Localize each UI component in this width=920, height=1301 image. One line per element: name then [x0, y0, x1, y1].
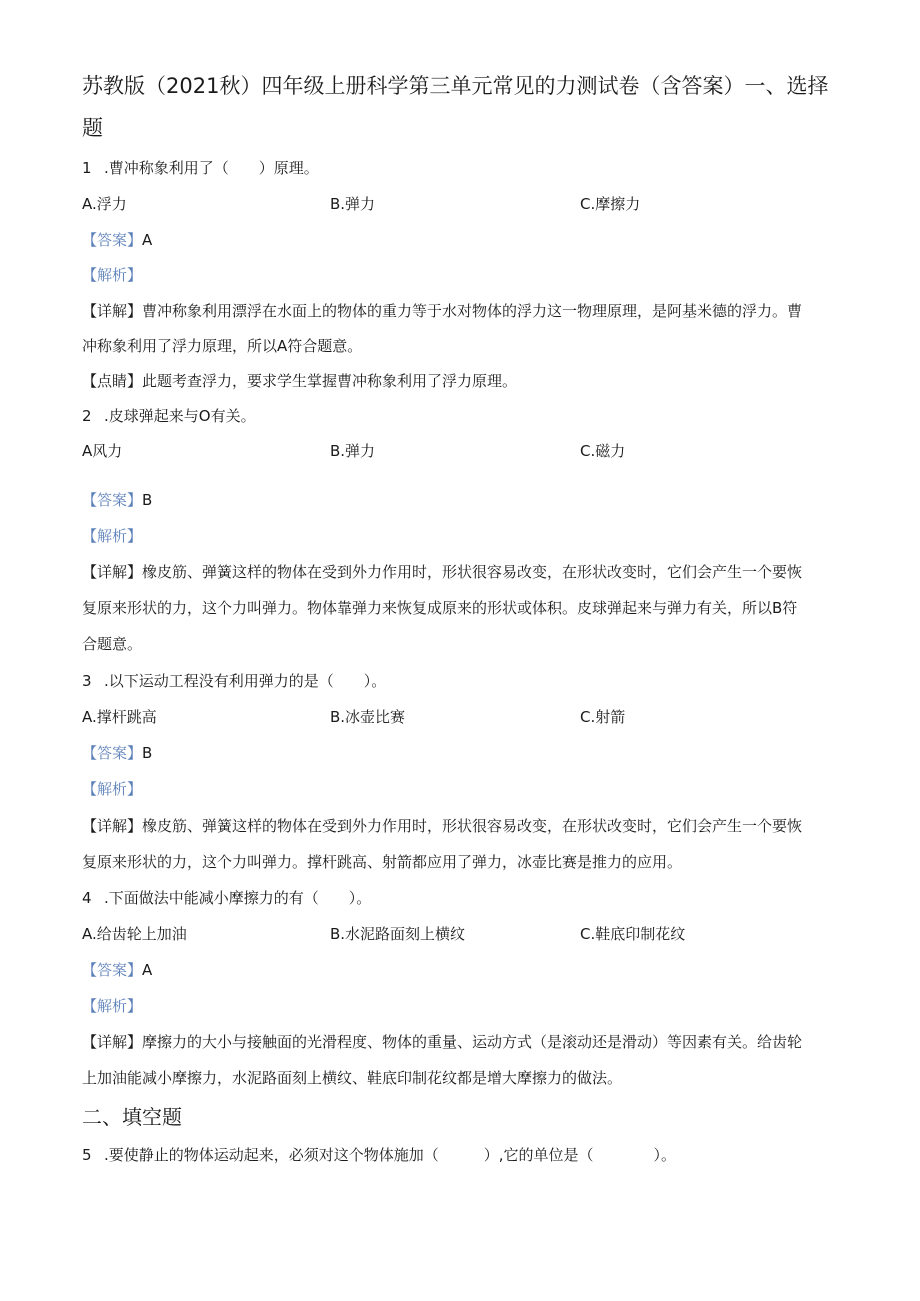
- question-1-answer: [82, 230, 152, 250]
- question-3-option-c: C.射箭: [580, 708, 626, 726]
- detail-label: 【详解】: [82, 1033, 143, 1051]
- question-4: [82, 888, 371, 908]
- question-1: [82, 158, 319, 178]
- question-number: 5: [82, 1146, 92, 1164]
- detail-label: 【详解】: [82, 563, 143, 581]
- question-2-detail-line-2: 复原来形状的力，这个力叫弹力。物体靠弹力来恢复成原来的形状或体积。皮球弹起来与弹力有关，所以B符: [82, 599, 798, 617]
- question-2-answer: [82, 490, 152, 510]
- question-3-option-b: B.冰壶比赛: [330, 708, 406, 726]
- question-stem: .以下运动工程没有利用弹力的是（ ）。: [104, 672, 387, 690]
- question-4-detail-line-2: 上加油能减小摩擦力，水泥路面刻上横纹、鞋底印制花纹都是增大摩擦力的做法。: [82, 1069, 623, 1087]
- question-4-option-c: C.鞋底印制花纹: [580, 925, 686, 943]
- question-2-detail: [82, 562, 802, 582]
- answer-value: B: [142, 744, 153, 762]
- question-stem: .曹冲称象利用了（ ）原理。: [104, 159, 319, 177]
- question-3-detail: [82, 816, 802, 836]
- detail-text: 曹冲称象利用漂浮在水面上的物体的重力等于水对物体的浮力这一物理原理，是阿基米德的浮力。曹: [142, 302, 803, 320]
- detail-text: 摩擦力的大小与接触面的光滑程度、物体的重量、运动方式（是滚动还是滑动）等因素有关。给齿轮: [142, 1033, 803, 1051]
- answer-label: 【答案】: [82, 961, 143, 979]
- question-2-detail-line-3: 合题意。: [82, 635, 143, 653]
- comment-text: 此题考查浮力，要求学生掌握曹冲称象利用了浮力原理。: [142, 372, 518, 390]
- question-number: 1: [82, 159, 92, 177]
- question-number: 3: [82, 672, 92, 690]
- question-2-analysis-label: 【解析】: [82, 527, 143, 545]
- detail-text: 橡皮筋、弹簧这样的物体在受到外力作用时，形状很容易改变，在形状改变时，它们会产生一个要恢: [142, 563, 803, 581]
- question-1-option-b: B.弹力: [330, 195, 376, 213]
- question-5: [82, 1145, 676, 1165]
- answer-value: A: [142, 961, 153, 979]
- document-title-continued: 题: [82, 116, 103, 140]
- question-1-detail-line-2: 冲称象利用了浮力原理，所以A符合题意。: [82, 337, 363, 355]
- answer-value: B: [142, 491, 153, 509]
- question-3-analysis-label: 【解析】: [82, 780, 143, 798]
- question-4-analysis-label: 【解析】: [82, 997, 143, 1015]
- question-stem: .皮球弹起来与O有关。: [104, 407, 256, 425]
- question-4-answer: [82, 960, 152, 980]
- question-1-analysis-label: 【解析】: [82, 266, 143, 284]
- comment-label: 【点睛】: [82, 372, 143, 390]
- question-1-option-c: C.摩擦力: [580, 195, 641, 213]
- question-stem: .下面做法中能减小摩擦力的有（ ）。: [104, 889, 372, 907]
- answer-label: 【答案】: [82, 231, 143, 249]
- question-number: 4: [82, 889, 92, 907]
- question-stem: .要使静止的物体运动起来，必须对这个物体施加（ ）,它的单位是（ ）。: [104, 1146, 677, 1164]
- question-4-detail: [82, 1032, 802, 1052]
- question-2-option-c: C.磁力: [580, 442, 626, 460]
- question-3-detail-line-2: 复原来形状的力，这个力叫弹力。撑杆跳高、射箭都应用了弹力，冰壶比赛是推力的应用。: [82, 853, 683, 871]
- question-4-option-a: A.给齿轮上加油: [82, 925, 187, 943]
- question-3-answer: [82, 743, 152, 763]
- answer-label: 【答案】: [82, 491, 143, 509]
- question-1-detail: [82, 301, 802, 321]
- question-2-option-a: A风力: [82, 442, 123, 460]
- question-2-option-b: B.弹力: [330, 442, 376, 460]
- section-heading: 二、填空题: [82, 1105, 182, 1129]
- question-4-option-b: B.水泥路面刻上横纹: [330, 925, 466, 943]
- question-3: [82, 671, 386, 691]
- question-2: [82, 406, 256, 426]
- question-number: 2: [82, 407, 92, 425]
- question-3-option-a: A.撑杆跳高: [82, 708, 157, 726]
- document-title: 苏教版（2021秋）四年级上册科学第三单元常见的力测试卷（含答案）一、选择: [82, 74, 829, 98]
- detail-text: 橡皮筋、弹簧这样的物体在受到外力作用时，形状很容易改变，在形状改变时，它们会产生一个要恢: [142, 817, 803, 835]
- answer-value: A: [142, 231, 153, 249]
- detail-label: 【详解】: [82, 817, 143, 835]
- question-1-comment: [82, 371, 517, 391]
- answer-label: 【答案】: [82, 744, 143, 762]
- detail-label: 【详解】: [82, 302, 143, 320]
- question-1-option-a: A.浮力: [82, 195, 127, 213]
